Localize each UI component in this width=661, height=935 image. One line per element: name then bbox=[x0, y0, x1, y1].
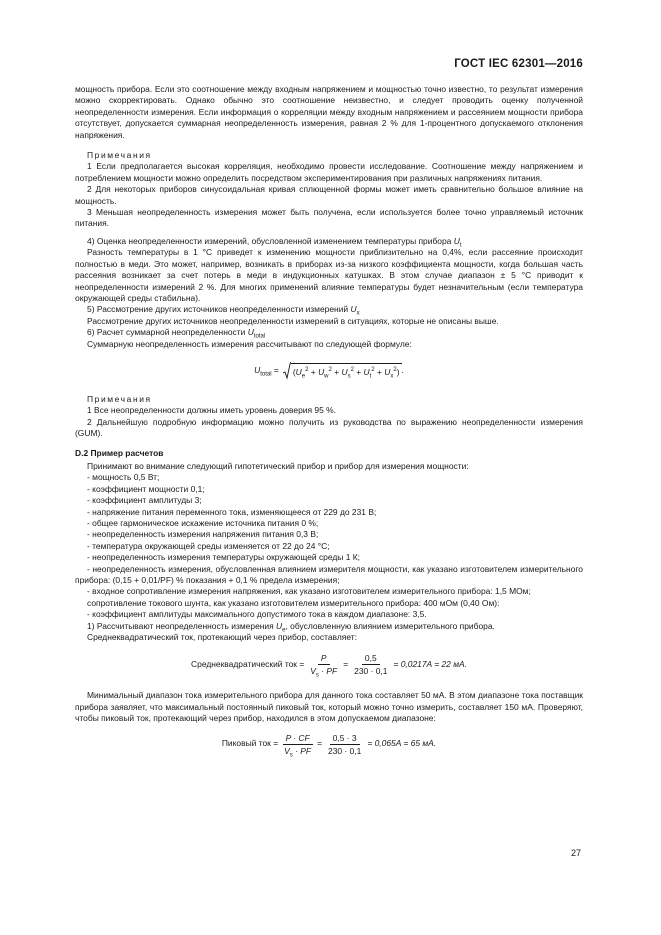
radicand-term: $U_t^2$ bbox=[363, 367, 375, 381]
plus-sign: + bbox=[331, 367, 342, 378]
list-item: - общее гармоническое искажение источника питания 0 %; bbox=[87, 518, 319, 528]
radicand: $(U_e^2 + U_w^2 + U_s^2 + U_t^2 + U_x^2)$ bbox=[291, 363, 402, 378]
list-item: сопротивление токового шунта, как указано изготовителем измерительного прибора: 400 мОм (0,40 Ом): bbox=[87, 597, 500, 608]
radicand-term: $U_s^2$ bbox=[341, 367, 354, 381]
radicand-term: $U_e^2$ bbox=[295, 367, 309, 381]
formula-utotal: $U_{total}$ = $(U_e^2 + U_w^2 + U_s^2 + U_t^2 + U_x^2)$ . bbox=[75, 362, 583, 380]
plus-sign: + bbox=[374, 367, 385, 378]
plus-sign: + bbox=[308, 367, 319, 378]
paragraph: мощность прибора. Если это соотношение между входным напряжением и мощностью точно известно, то результат измерения можно скорректировать. Однако обычно это соотношение неизвестно, и следует проводить оценку полученной неопределенности измерения. Если информация о корреляции между входным напряжением и рассеянием мощности прибора отсутствует, допускается суммарная неопределенность измерения, равная 2 % для 1-процентного допускаемого отклонения напряжения. bbox=[75, 84, 583, 140]
plus-sign: + bbox=[353, 367, 364, 378]
list-item: - коэффициент мощности 0,1; bbox=[87, 483, 205, 494]
list-item: - неопределенность измерения температуры окружающей среды 1 К; bbox=[87, 552, 361, 563]
sqrt-icon bbox=[283, 362, 291, 380]
note-item: 2 Дальнейшую подробную информацию можно получить из руководства по выражению неопределенности измерения (GUM). bbox=[75, 416, 583, 439]
notes-heading: Примечания bbox=[87, 393, 152, 404]
note-item: 3 Меньшая неопределенность измерения может быть получена, если используется более точно управляемый источник питания. bbox=[75, 207, 583, 229]
radicand-term: $U_w^2$ bbox=[318, 367, 332, 381]
paragraph: Суммарную неопределенность измерения рассчитывают по следующей формуле: bbox=[87, 338, 412, 349]
paragraph: Разность температуры в 1 °C приведет к изменению мощности приблизительно на 0,4%, если рассеяние происходит полностью в меди. Это может, например, возникать в приборах из-за низкого коэффициента мощности, когда большая часть рассеяния возникает за счет потерь в меди в индукционных катушках. В этом случае диапазон ± 5 °C приводит к неопределенности измерений 2 %. Для многих применений влияние температуры будет незначительным (если температура окружающей среды стабильна). bbox=[75, 247, 583, 303]
section-title-total: 6) Расчет суммарной неопределенности $U_{total}$ bbox=[87, 327, 266, 340]
list-item: - температура окружающей среды изменяется от 22 до 24 °C; bbox=[87, 540, 330, 551]
list-item: - мощность 0,5 Вт; bbox=[87, 472, 160, 483]
radicand-term: $U_x^2$ bbox=[384, 367, 397, 381]
notes-heading: Примечания bbox=[87, 150, 152, 161]
list-item: - коэффициент амплитуды максимального допустимого тока в каждом диапазоне: 3,5. bbox=[87, 609, 427, 620]
step-1: 1) Рассчитывают неопределенность измерения $U_e$, обусловленную влиянием измерительного прибора. bbox=[87, 620, 495, 634]
list-item: - неопределенность измерения, обусловленная влиянием измерителя мощности, как указано изготовителем измерительного прибора: (0,15 + 0,01/PF) % показания + 0,1 % предела измерения; bbox=[75, 563, 583, 586]
note-item: 1 Если предполагается высокая корреляция, необходимо провести исследование. Соотношение между напряжением и потреблением мощности можно определить посредством экспериментирования при различных напряжениях питания. bbox=[75, 161, 583, 183]
note-item: 2 Для некоторых приборов синусоидальная кривая сплющенной формы может иметь сравнительно большое влияние на мощность. bbox=[75, 184, 583, 206]
list-item: - напряжение питания переменного тока, изменяющееся от 229 до 231 В; bbox=[87, 506, 377, 517]
section-title-temperature: 4) Оценка неопределенности измерений, обусловленной изменением температуры прибора $U_t$ bbox=[87, 235, 462, 249]
section-title-other: 5) Рассмотрение других источников неопределенности измерений $U_x$ bbox=[87, 304, 360, 317]
page-number: 27 bbox=[571, 848, 582, 858]
list-item: - коэффициент амплитуды 3; bbox=[87, 495, 202, 506]
note-item: 1 Все неопределенности должны иметь уровень доверия 95 %. bbox=[87, 405, 337, 416]
formula-peak-current: Пиковый ток = $\frac{P \cdot CF}{V_s \cdot PF}$ = $\frac{0,5 \cdot 3}{230 \cdot 0,1}$ = 0,065A = 65 мА. bbox=[221, 732, 437, 759]
paragraph: Принимают во внимание следующий гипотетический прибор и прибор для измерения мощности: bbox=[87, 460, 469, 471]
parameter-list bbox=[75, 472, 583, 563]
paragraph: Среднеквадратический ток, протекающий через прибор, составляет: bbox=[87, 632, 357, 643]
list-item: - входное сопротивление измерения напряжения, как указано изготовителем измерительного прибора: 1,5 МОм; bbox=[87, 586, 531, 597]
paragraph: Рассмотрение других источников неопределенности измерений в ситуациях, которые не описаны выше. bbox=[87, 315, 499, 326]
page-body bbox=[75, 84, 583, 759]
section-heading-d2: D.2 Пример расчетов bbox=[75, 447, 164, 458]
formula-rms-current: Среднеквадратический ток = $\frac{P}{V_s \cdot PF}$ = $\frac{0,5}{230 \cdot 0,1}$ = 0,0217A = 22 мА. bbox=[191, 653, 467, 680]
standard-header: ГОСТ IEC 62301—2016 bbox=[454, 58, 583, 70]
paragraph: Минимальный диапазон тока измерительного прибора для данного тока составляет 50 мА. В этом диапазоне тока поставщик прибора заявляет, что максимальный постоянный пиковый ток, который можно точно измерить, составляет 150 мА. Проверяют, чтобы пиковый ток, протекающий через прибор, находился в этом допускаемом диапазоне: bbox=[75, 690, 583, 724]
list-item: - неопределенность измерения напряжения питания 0,3 В; bbox=[87, 529, 319, 540]
